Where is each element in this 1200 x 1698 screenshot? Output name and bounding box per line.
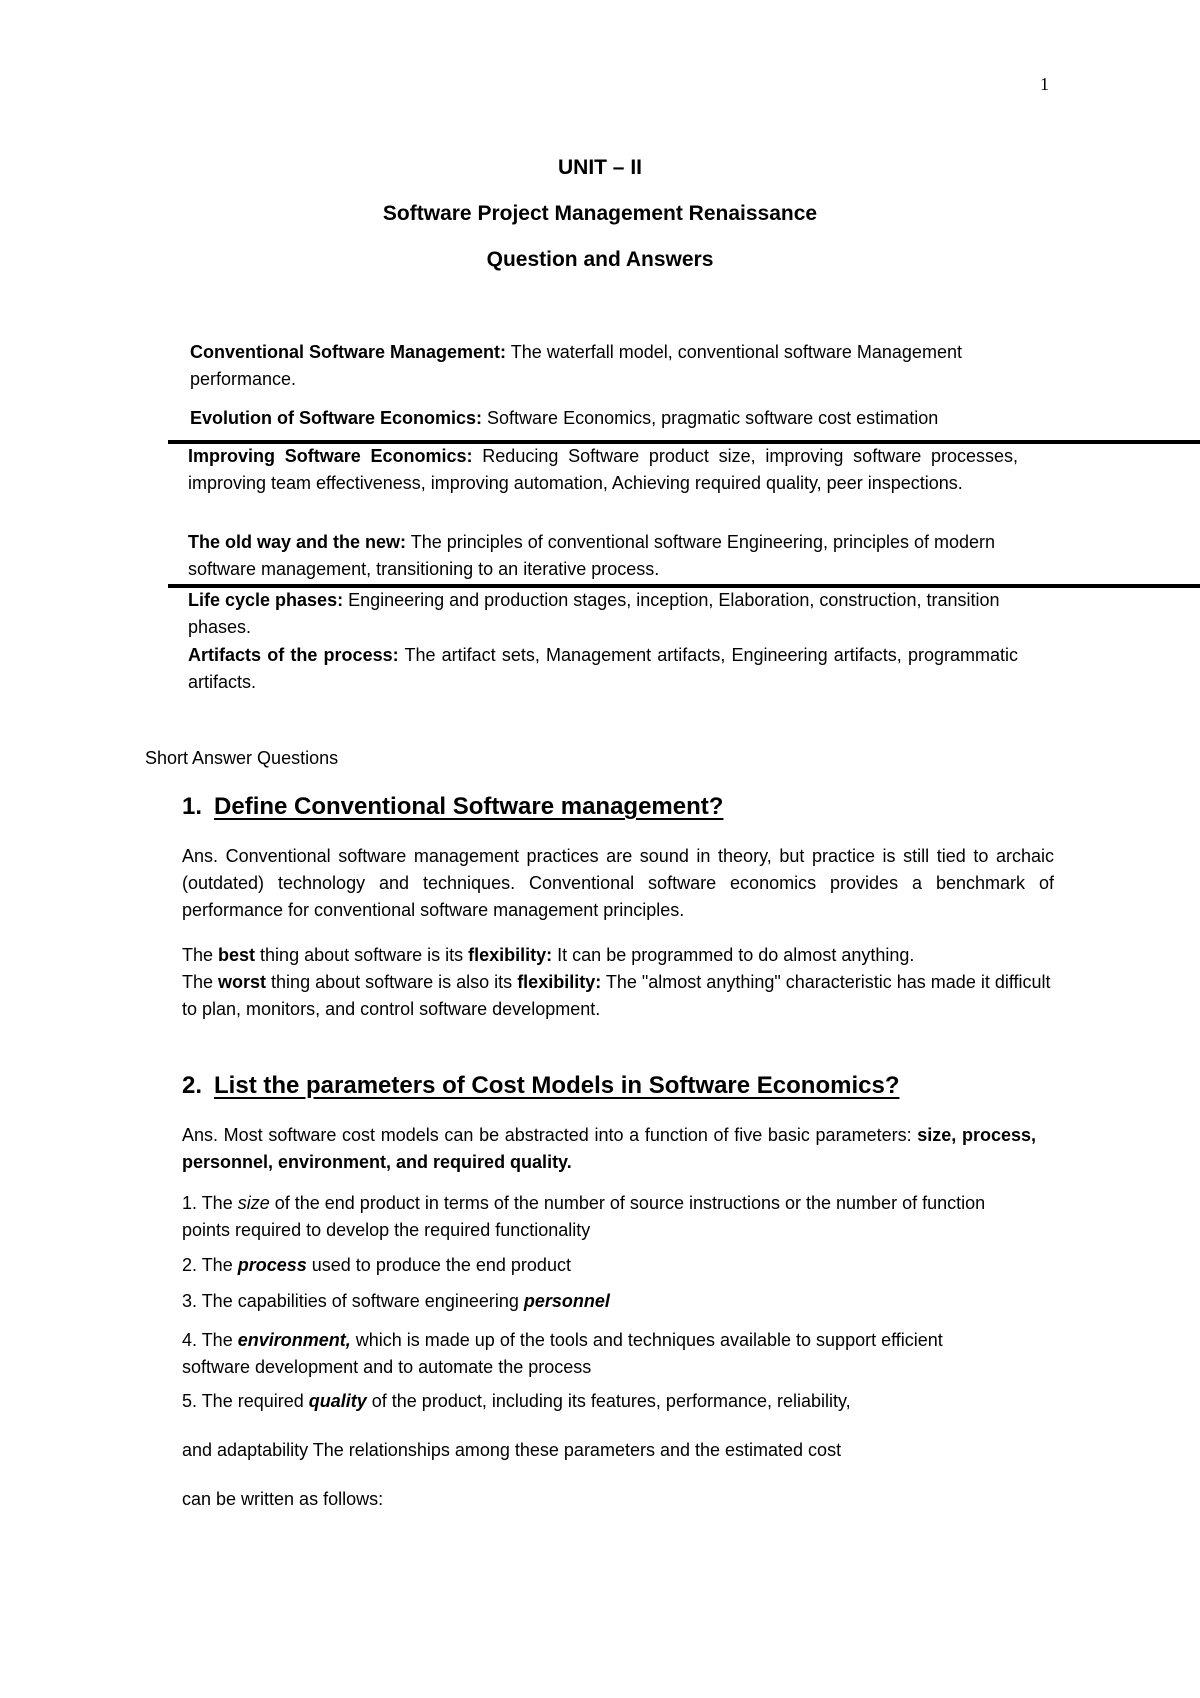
text-fragment: The <box>182 945 219 965</box>
text-fragment: 4. The <box>182 1330 238 1350</box>
emphasis: flexibility: <box>517 972 602 992</box>
syllabus-item-conventional <box>190 339 1056 393</box>
syllabus-item-life-cycle <box>188 587 1038 641</box>
question-number: 1. <box>182 793 203 820</box>
text-fragment: The <box>182 972 219 992</box>
syllabus-label: Artifacts of the process: <box>188 645 399 665</box>
syllabus-label: Conventional Software Management: <box>190 342 507 362</box>
parameter-keyword: process <box>237 1255 307 1275</box>
text-fragment: Ans. Most software cost models can be abstracted into a function of five basic parameters: <box>182 1125 912 1145</box>
syllabus-text: Engineering and production stages, inception, Elaboration, construction, transition phases. <box>188 590 1000 637</box>
text-fragment: which is made up of the tools and techniques available to support efficient software development and to automate the process <box>182 1330 943 1377</box>
syllabus-label: Life cycle phases: <box>188 590 344 610</box>
text-fragment: 3. The capabilities of software engineering <box>182 1291 524 1311</box>
parameter-item-process <box>182 1252 1012 1279</box>
question-title: List the parameters of Cost Models in Software Economics? <box>214 1072 900 1099</box>
subject-title: Software Project Management Renaissance <box>382 202 818 225</box>
text-fragment: 2. The <box>182 1255 238 1275</box>
syllabus-item-improving <box>188 443 1018 497</box>
parameter-item-quality <box>182 1388 1032 1415</box>
parameter-keyword: environment, <box>237 1330 351 1350</box>
text-fragment: 1. The <box>182 1193 238 1213</box>
question-2-heading <box>182 1072 899 1100</box>
text-fragment: It can be programmed to do almost anything. <box>552 945 915 965</box>
emphasis: worst <box>218 972 267 992</box>
syllabus-text: The principles of conventional software Engineering, principles of modern software management, transitioning to an iterative process. <box>188 532 996 579</box>
text-fragment: 5. The required <box>182 1391 309 1411</box>
question-1-heading <box>182 793 723 821</box>
emphasis: size, process, personnel, environment, and required quality. <box>182 1125 1036 1172</box>
best-line <box>182 942 1054 969</box>
worst-line <box>182 969 1054 1023</box>
syllabus-label: The old way and the new: <box>188 532 407 552</box>
syllabus-text: Software Economics, pragmatic software cost estimation <box>482 408 939 428</box>
parameter-keyword: personnel <box>523 1291 610 1311</box>
continuation-line: and adaptability The relationships among these parameters and the estimated cost <box>182 1440 842 1460</box>
syllabus-text: Reducing Software product size, improving software processes, improving team effectiveness, improving automation, Achieving required quality, peer inspections. <box>188 446 1018 493</box>
text-fragment: used to produce the end product <box>306 1255 571 1275</box>
parameter-keyword: quality <box>308 1391 367 1411</box>
syllabus-item-artifacts <box>188 642 1018 696</box>
parameter-keyword: size <box>237 1193 270 1213</box>
syllabus-text: The artifact sets, Management artifacts, Engineering artifacts, programmatic artifacts. <box>188 645 1018 692</box>
syllabus-text: The waterfall model, conventional software Management performance. <box>190 342 962 389</box>
syllabus-item-old-way <box>188 529 1038 583</box>
page-subtitle: Question and Answers <box>486 248 714 271</box>
syllabus-label: Improving Software Economics: <box>188 446 473 466</box>
parameter-item-environment <box>182 1327 1012 1381</box>
question-2-answer <box>182 1122 1036 1176</box>
text-fragment: The "almost anything" characteristic has made it difficult to plan, monitors, and control software development. <box>182 972 1051 1019</box>
syllabus-item-evolution <box>190 405 1056 432</box>
section-heading: Short Answer Questions <box>145 748 339 768</box>
question-number: 2. <box>182 1072 203 1099</box>
question-1-answer: Ans. Conventional software management practices are sound in theory, but practice is still tied to archaic (outdated) technology and techniques. Conventional software economics provides a benchmark of performance for conventional software management principles. <box>182 846 1054 920</box>
emphasis: best <box>218 945 256 965</box>
text-fragment: thing about software is also its <box>266 972 518 992</box>
unit-title: UNIT – II <box>557 156 642 179</box>
page-number: 1 <box>1040 74 1049 94</box>
syllabus-label: Evolution of Software Economics: <box>190 408 483 428</box>
question-title: Define Conventional Software management? <box>214 793 724 820</box>
text-fragment: of the product, including its features, performance, reliability, <box>366 1391 851 1411</box>
text-fragment: thing about software is its <box>255 945 469 965</box>
text-fragment: of the end product in terms of the number of source instructions or the number of function points required to develop the required functionality <box>182 1193 986 1240</box>
emphasis: flexibility: <box>468 945 553 965</box>
parameter-item-personnel <box>182 1288 1012 1315</box>
parameter-item-size <box>182 1190 1012 1244</box>
question-1-flexibility <box>182 942 1054 1023</box>
continuation-line: can be written as follows: <box>182 1489 384 1509</box>
